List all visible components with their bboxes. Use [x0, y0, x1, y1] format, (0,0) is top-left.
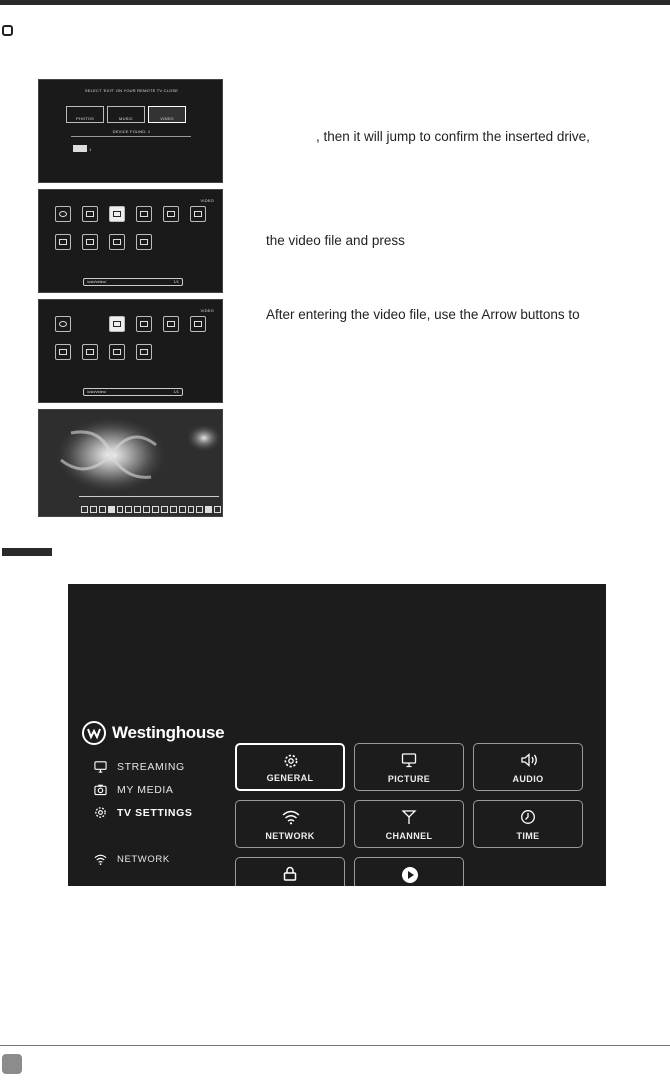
tile-label: CHANNEL [385, 831, 433, 841]
video-tile[interactable] [109, 344, 125, 360]
video-option-label: VIDEO [160, 116, 174, 121]
wifi-icon [94, 853, 107, 866]
video-tile[interactable] [136, 206, 152, 222]
photos-option-label: PHOTOS [75, 116, 95, 121]
video-tile[interactable] [163, 206, 179, 222]
tile-label: AUDIO [512, 774, 544, 784]
video-tile[interactable] [82, 234, 98, 250]
photos-option[interactable] [66, 106, 104, 123]
gear-icon [94, 806, 107, 819]
video-tile[interactable] [82, 206, 98, 222]
tile-lock[interactable] [235, 857, 345, 886]
music-option[interactable] [107, 106, 145, 123]
nav-label: MY MEDIA [117, 783, 174, 796]
step-text-2: the video file and press [266, 233, 405, 248]
note-label-bar [2, 548, 52, 556]
video-tile[interactable] [136, 344, 152, 360]
nav-item-streaming[interactable] [94, 760, 185, 773]
step-text-1: , then it will jump to confirm the inserted drive, [316, 129, 590, 144]
camera-icon [94, 783, 107, 796]
wifi-icon [282, 809, 300, 825]
nav-label: TV SETTINGS [117, 806, 193, 819]
video-option[interactable] [148, 106, 186, 123]
tile-channel[interactable] [354, 800, 464, 848]
clock-icon [520, 809, 536, 825]
westinghouse-logo-icon [82, 721, 106, 745]
tile-label: TIME [516, 831, 540, 841]
screenshot-video-grid-2 [38, 299, 223, 403]
lock-icon [282, 866, 298, 882]
playback-controls[interactable] [81, 506, 221, 514]
drive-number: 1 [89, 147, 92, 152]
galaxy-image [39, 410, 223, 517]
video-corner-label: VIDEO [200, 308, 214, 313]
nav-label: STREAMING [117, 760, 185, 773]
nav-label: NETWORK [117, 854, 170, 865]
tv-settings-screenshot [68, 584, 606, 886]
tile-label: NETWORK [265, 831, 315, 841]
video-tile-selected[interactable] [109, 316, 125, 332]
play-icon [401, 866, 419, 884]
tile-play[interactable] [354, 857, 464, 886]
speaker-icon [520, 752, 540, 768]
nav-item-network[interactable] [94, 853, 170, 866]
step-text-3: After entering the video file, use the Arrow buttons to [266, 307, 580, 322]
divider [71, 136, 191, 137]
antenna-icon [401, 809, 417, 825]
tile-label: GENERAL [266, 773, 314, 783]
music-option-label: MUSIC [119, 116, 133, 121]
back-tile[interactable] [55, 206, 71, 222]
video-tile[interactable] [82, 344, 98, 360]
video-tile-selected[interactable] [109, 206, 125, 222]
media-select-header: SELECT 'EXIT' ON YOUR REMOTE TV CLOSE [84, 88, 179, 93]
footer-rule [0, 1045, 670, 1046]
brand-name: Westinghouse [112, 723, 225, 742]
path-text: /usb/video/ [87, 389, 107, 394]
monitor-icon [401, 752, 417, 768]
screenshot-video-grid-1 [38, 189, 223, 293]
tile-label: PICTURE [387, 774, 431, 784]
back-tile[interactable] [55, 316, 71, 332]
gear-icon [283, 753, 299, 769]
video-tile[interactable] [190, 316, 206, 332]
tile-picture[interactable] [354, 743, 464, 791]
video-tile[interactable] [109, 234, 125, 250]
tile-general[interactable] [235, 743, 345, 791]
section-bullet-icon [2, 25, 13, 36]
progress-line [79, 496, 219, 497]
path-bar [83, 388, 183, 396]
usb-drive-icon[interactable] [73, 145, 87, 152]
device-found-text: DEVICE FOUND: 1 [112, 129, 151, 134]
tile-time[interactable] [473, 800, 583, 848]
video-tile[interactable] [163, 316, 179, 332]
video-tile[interactable] [190, 206, 206, 222]
path-text: /usb/video/ [87, 279, 107, 284]
nav-item-my-media[interactable] [94, 783, 174, 796]
video-corner-label: VIDEO [200, 198, 214, 203]
screenshot-media-select [38, 79, 223, 183]
page-indicator: 1/1 [173, 389, 179, 394]
tv-icon [94, 760, 107, 773]
video-tile[interactable] [55, 344, 71, 360]
video-tile[interactable] [136, 316, 152, 332]
top-rule [0, 0, 670, 5]
tile-network[interactable] [235, 800, 345, 848]
tile-audio[interactable] [473, 743, 583, 791]
nav-item-tv-settings[interactable] [94, 806, 192, 819]
page-indicator: 1/1 [173, 279, 179, 284]
page-number-chip [2, 1054, 22, 1074]
video-tile[interactable] [55, 234, 71, 250]
path-bar [83, 278, 183, 286]
screenshot-video-playback [38, 409, 223, 517]
video-tile[interactable] [136, 234, 152, 250]
